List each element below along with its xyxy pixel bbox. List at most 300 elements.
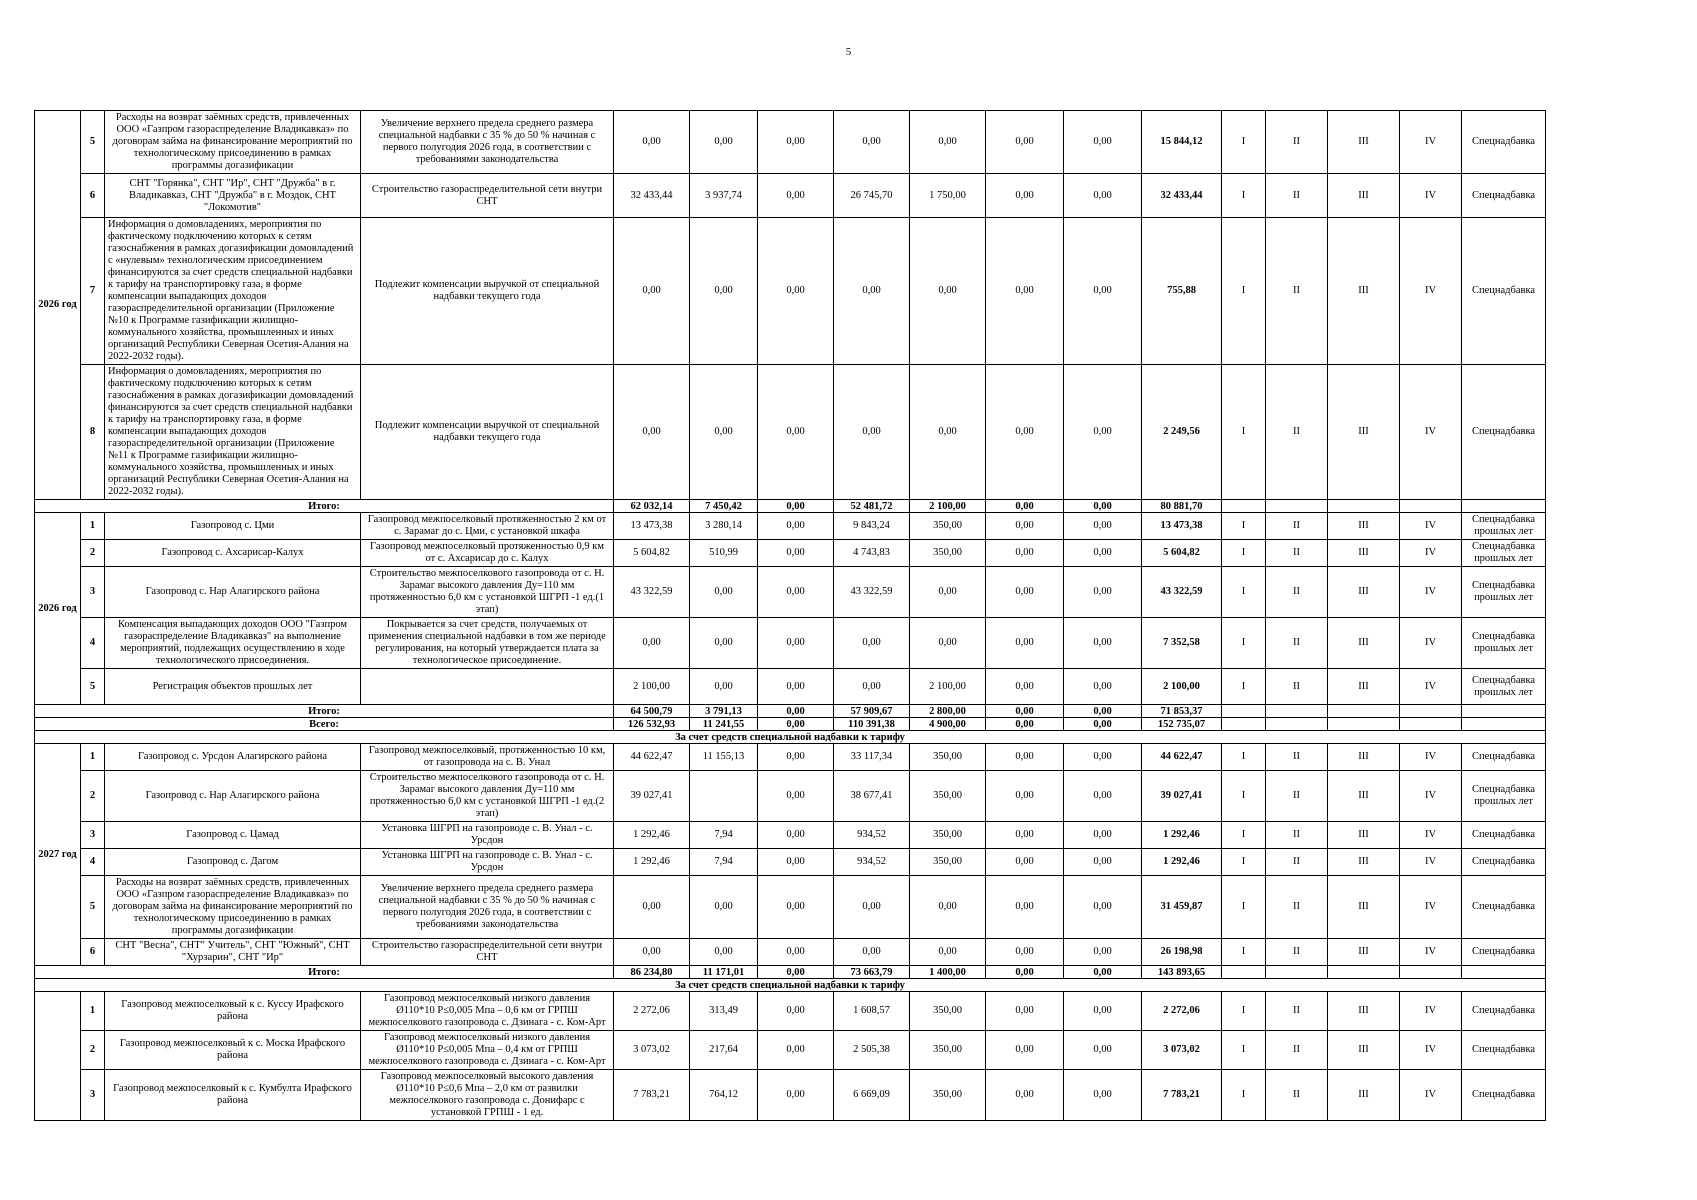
total-c5: 2 800,00 <box>910 705 986 718</box>
object-description: Установка ШГРП на газопроводе с. В. Унал - с. Урсдон <box>361 822 614 849</box>
table-row <box>35 111 1546 174</box>
table-row <box>35 618 1546 669</box>
funding-source: Спецнадбавка <box>1462 218 1546 365</box>
empty-cell <box>1462 500 1546 513</box>
cost-c4: 43 322,59 <box>834 567 910 618</box>
quarter-q1: I <box>1222 365 1266 500</box>
object-description: Газопровод межпоселковый низкого давления Ø110*10 Р≤0,005 Мпа – 0,4 км от ГРПШ межпоселкового газопровода с. Дзинага - с. Ком-Арт <box>361 1031 614 1070</box>
cost-c3: 0,00 <box>758 365 834 500</box>
funding-source: Спецнадбавка прошлых лет <box>1462 669 1546 705</box>
empty-cell <box>1328 705 1400 718</box>
total-total: 80 881,70 <box>1142 500 1222 513</box>
object-name: СНТ "Весна", СНТ" Учитель", СНТ "Южный", СНТ "Хурзарин", СНТ "Ир" <box>105 939 361 966</box>
cost-c1: 0,00 <box>614 876 690 939</box>
object-name: Газопровод межпоселковый к с. Куссу Ирафского района <box>105 992 361 1031</box>
quarter-q4: IV <box>1400 174 1462 218</box>
total-cost: 15 844,12 <box>1142 111 1222 174</box>
cost-c6: 0,00 <box>986 1070 1064 1121</box>
cost-c4: 0,00 <box>834 669 910 705</box>
cost-c5: 0,00 <box>910 218 986 365</box>
cost-c1: 2 272,06 <box>614 992 690 1031</box>
cost-c7: 0,00 <box>1064 876 1142 939</box>
cost-c7: 0,00 <box>1064 540 1142 567</box>
object-name: Газопровод с. Урсдон Алагирского района <box>105 744 361 771</box>
quarter-q3: III <box>1328 111 1400 174</box>
total-c4: 110 391,38 <box>834 718 910 731</box>
total-c2: 3 791,13 <box>690 705 758 718</box>
row-number: 6 <box>81 939 105 966</box>
total-cost: 755,88 <box>1142 218 1222 365</box>
section-header <box>35 731 1546 744</box>
cost-c2: 0,00 <box>690 939 758 966</box>
cost-c3: 0,00 <box>758 822 834 849</box>
quarter-q3: III <box>1328 1070 1400 1121</box>
quarter-q3: III <box>1328 771 1400 822</box>
quarter-q2: II <box>1266 218 1328 365</box>
cost-c7: 0,00 <box>1064 1031 1142 1070</box>
cost-c5: 2 100,00 <box>910 669 986 705</box>
total-cost: 2 272,06 <box>1142 992 1222 1031</box>
empty-cell <box>1462 718 1546 731</box>
object-name: Информация о домовладениях, мероприятия по фактическому подключению которых к сетям газоснабжения в рамках догазификации домовладений с «нулевым» технологическим присоединением финансируются за счет средств специальной надбавки к тарифу на транспортировку газа, в форме компенсации выпадающих доходов газораспределительной организации (Приложение №10 к Программе газификации жилищно-коммунального хозяйства, промышленных и иных организаций Республики Северная Осетия-Алания на 2022-2032 годы). <box>105 218 361 365</box>
cost-c5: 0,00 <box>910 365 986 500</box>
empty-cell <box>1266 500 1328 513</box>
cost-c6: 0,00 <box>986 771 1064 822</box>
cost-c5: 0,00 <box>910 876 986 939</box>
cost-c2: 0,00 <box>690 618 758 669</box>
empty-cell <box>1222 705 1266 718</box>
cost-c2: 7,94 <box>690 849 758 876</box>
itogo-row <box>35 966 1546 979</box>
quarter-q2: II <box>1266 365 1328 500</box>
object-name: СНТ "Горянка", СНТ "Ир", СНТ "Дружба" в г. Владикавказ, СНТ "Дружба" в г. Моздок, СНТ "Локомотив" <box>105 174 361 218</box>
row-number: 1 <box>81 513 105 540</box>
quarter-q2: II <box>1266 771 1328 822</box>
table-row <box>35 744 1546 771</box>
object-name: Газопровод с. Цамад <box>105 822 361 849</box>
quarter-q4: IV <box>1400 365 1462 500</box>
cost-c2: 11 155,13 <box>690 744 758 771</box>
cost-c6: 0,00 <box>986 111 1064 174</box>
cost-c4: 1 608,57 <box>834 992 910 1031</box>
quarter-q4: IV <box>1400 218 1462 365</box>
cost-c4: 0,00 <box>834 876 910 939</box>
cost-c6: 0,00 <box>986 513 1064 540</box>
object-description: Увеличение верхнего предела среднего размера специальной надбавки с 35 % до 50 % начиная с первого полугодия 2026 года, в соответствии с требованиями законодательства <box>361 111 614 174</box>
quarter-q1: I <box>1222 567 1266 618</box>
row-number: 4 <box>81 849 105 876</box>
cost-c5: 350,00 <box>910 1031 986 1070</box>
total-cost: 5 604,82 <box>1142 540 1222 567</box>
cost-c6: 0,00 <box>986 540 1064 567</box>
cost-c2: 0,00 <box>690 876 758 939</box>
object-description: Строительство межпоселкового газопровода от с. Н. Зарамаг высокого давления Ду=110 мм протяженностью 6,0 км с установкой ШГРП -1 ед.(2 этап) <box>361 771 614 822</box>
quarter-q1: I <box>1222 540 1266 567</box>
cost-c3: 0,00 <box>758 618 834 669</box>
quarter-q3: III <box>1328 540 1400 567</box>
cost-c3: 0,00 <box>758 1070 834 1121</box>
row-number: 5 <box>81 669 105 705</box>
table-row <box>35 669 1546 705</box>
row-number: 8 <box>81 365 105 500</box>
quarter-q1: I <box>1222 669 1266 705</box>
total-c1: 62 032,14 <box>614 500 690 513</box>
cost-c6: 0,00 <box>986 849 1064 876</box>
quarter-q2: II <box>1266 567 1328 618</box>
quarter-q4: IV <box>1400 1031 1462 1070</box>
cost-c6: 0,00 <box>986 618 1064 669</box>
total-total: 71 853,37 <box>1142 705 1222 718</box>
quarter-q3: III <box>1328 992 1400 1031</box>
row-number: 1 <box>81 744 105 771</box>
total-cost: 2 249,56 <box>1142 365 1222 500</box>
quarter-q3: III <box>1328 822 1400 849</box>
row-number: 2 <box>81 1031 105 1070</box>
empty-cell <box>1462 966 1546 979</box>
investment-program-table <box>34 110 1546 1121</box>
object-name: Газопровод межпоселковый к с. Кумбулта Ирафского района <box>105 1070 361 1121</box>
page-number: 5 <box>845 46 852 58</box>
object-name: Газопровод с. Нар Алагирского района <box>105 771 361 822</box>
quarter-q1: I <box>1222 849 1266 876</box>
cost-c4: 33 117,34 <box>834 744 910 771</box>
cost-c6: 0,00 <box>986 567 1064 618</box>
total-c6: 0,00 <box>986 966 1064 979</box>
quarter-q1: I <box>1222 771 1266 822</box>
object-description: Строительство газораспределительной сети внутри СНТ <box>361 939 614 966</box>
quarter-q4: IV <box>1400 618 1462 669</box>
cost-c1: 1 292,46 <box>614 822 690 849</box>
row-number: 1 <box>81 992 105 1031</box>
quarter-q1: I <box>1222 876 1266 939</box>
quarter-q3: III <box>1328 618 1400 669</box>
empty-cell <box>1266 705 1328 718</box>
cost-c1: 5 604,82 <box>614 540 690 567</box>
quarter-q4: IV <box>1400 771 1462 822</box>
cost-c5: 0,00 <box>910 939 986 966</box>
section-title: За счет средств специальной надбавки к тарифу <box>35 731 1546 744</box>
table-row <box>35 1031 1546 1070</box>
cost-c5: 350,00 <box>910 849 986 876</box>
quarter-q2: II <box>1266 174 1328 218</box>
row-number: 3 <box>81 567 105 618</box>
total-cost: 7 352,58 <box>1142 618 1222 669</box>
cost-c6: 0,00 <box>986 365 1064 500</box>
total-total: 143 893,65 <box>1142 966 1222 979</box>
cost-c4: 0,00 <box>834 939 910 966</box>
vsego-row <box>35 718 1546 731</box>
quarter-q2: II <box>1266 618 1328 669</box>
object-description: Газопровод межпоселковый высокого давления Ø110*10 Р≤0,6 Мпа – 2,0 км от развилки межпоселкового газопровода с. Донифарс с установкой ГРПШ - 1 ед. <box>361 1070 614 1121</box>
total-c1: 86 234,80 <box>614 966 690 979</box>
cost-c5: 0,00 <box>910 111 986 174</box>
total-c2: 7 450,42 <box>690 500 758 513</box>
cost-c1: 13 473,38 <box>614 513 690 540</box>
quarter-q1: I <box>1222 1070 1266 1121</box>
quarter-q4: IV <box>1400 540 1462 567</box>
cost-c6: 0,00 <box>986 744 1064 771</box>
cost-c1: 0,00 <box>614 365 690 500</box>
total-c2: 11 171,01 <box>690 966 758 979</box>
row-number: 5 <box>81 111 105 174</box>
cost-c7: 0,00 <box>1064 822 1142 849</box>
table-row <box>35 849 1546 876</box>
cost-c5: 0,00 <box>910 618 986 669</box>
cost-c6: 0,00 <box>986 876 1064 939</box>
total-c7: 0,00 <box>1064 705 1142 718</box>
empty-cell <box>1462 705 1546 718</box>
row-number: 7 <box>81 218 105 365</box>
cost-c1: 7 783,21 <box>614 1070 690 1121</box>
quarter-q1: I <box>1222 174 1266 218</box>
object-description: Установка ШГРП на газопроводе с. В. Унал - с. Урсдон <box>361 849 614 876</box>
cost-c7: 0,00 <box>1064 669 1142 705</box>
cost-c7: 0,00 <box>1064 111 1142 174</box>
cost-c4: 0,00 <box>834 365 910 500</box>
cost-c1: 0,00 <box>614 939 690 966</box>
object-name: Расходы на возврат заёмных средств, привлеченных ООО «Газпром газораспределение Владикавказ» по договорам займа на финансирование мероприятий по технологическому присоединению в рамках программы догазификации <box>105 111 361 174</box>
cost-c5: 350,00 <box>910 771 986 822</box>
total-c3: 0,00 <box>758 705 834 718</box>
cost-c4: 0,00 <box>834 218 910 365</box>
cost-c6: 0,00 <box>986 939 1064 966</box>
cost-c6: 0,00 <box>986 174 1064 218</box>
year-cell: 2027 год <box>35 744 81 966</box>
cost-c1: 0,00 <box>614 618 690 669</box>
quarter-q2: II <box>1266 1031 1328 1070</box>
total-cost: 44 622,47 <box>1142 744 1222 771</box>
cost-c7: 0,00 <box>1064 849 1142 876</box>
table-row <box>35 540 1546 567</box>
row-number: 3 <box>81 822 105 849</box>
total-c6: 0,00 <box>986 705 1064 718</box>
quarter-q2: II <box>1266 744 1328 771</box>
total-c5: 4 900,00 <box>910 718 986 731</box>
empty-cell <box>1328 718 1400 731</box>
cost-c2: 313,49 <box>690 992 758 1031</box>
cost-c1: 43 322,59 <box>614 567 690 618</box>
cost-c6: 0,00 <box>986 822 1064 849</box>
quarter-q2: II <box>1266 822 1328 849</box>
cost-c3: 0,00 <box>758 876 834 939</box>
cost-c4: 2 505,38 <box>834 1031 910 1070</box>
total-cost: 32 433,44 <box>1142 174 1222 218</box>
quarter-q1: I <box>1222 822 1266 849</box>
total-c7: 0,00 <box>1064 966 1142 979</box>
quarter-q4: IV <box>1400 849 1462 876</box>
empty-cell <box>1266 966 1328 979</box>
quarter-q4: IV <box>1400 513 1462 540</box>
table-row <box>35 174 1546 218</box>
quarter-q2: II <box>1266 540 1328 567</box>
cost-c2: 0,00 <box>690 365 758 500</box>
row-number: 2 <box>81 540 105 567</box>
total-c7: 0,00 <box>1064 718 1142 731</box>
table-row <box>35 567 1546 618</box>
total-cost: 26 198,98 <box>1142 939 1222 966</box>
cost-c2: 0,00 <box>690 567 758 618</box>
funding-source: Спецнадбавка <box>1462 876 1546 939</box>
total-label: Итого: <box>35 500 614 513</box>
cost-c7: 0,00 <box>1064 365 1142 500</box>
quarter-q3: III <box>1328 513 1400 540</box>
object-name: Газопровод с. Ахсарисар-Калух <box>105 540 361 567</box>
object-description: Подлежит компенсации выручкой от специальной надбавки текущего года <box>361 218 614 365</box>
cost-c2: 0,00 <box>690 218 758 365</box>
cost-c3: 0,00 <box>758 992 834 1031</box>
funding-source: Спецнадбавка <box>1462 1031 1546 1070</box>
cost-c3: 0,00 <box>758 218 834 365</box>
object-description: Газопровод межпоселковый протяженностью 2 км от с. Зарамаг до с. Цми, с установкой шкафа <box>361 513 614 540</box>
cost-c2: 7,94 <box>690 822 758 849</box>
cost-c1: 3 073,02 <box>614 1031 690 1070</box>
empty-cell <box>1328 966 1400 979</box>
cost-c7: 0,00 <box>1064 513 1142 540</box>
cost-c3: 0,00 <box>758 849 834 876</box>
funding-source: Спецнадбавка <box>1462 939 1546 966</box>
table-row <box>35 365 1546 500</box>
quarter-q3: III <box>1328 939 1400 966</box>
total-c4: 73 663,79 <box>834 966 910 979</box>
empty-cell <box>1222 966 1266 979</box>
quarter-q4: IV <box>1400 567 1462 618</box>
total-c4: 57 909,67 <box>834 705 910 718</box>
funding-source: Спецнадбавка прошлых лет <box>1462 540 1546 567</box>
cost-c7: 0,00 <box>1064 567 1142 618</box>
object-description: Газопровод межпоселковый, протяженностью 10 км, от газопровода на с. В. Унал <box>361 744 614 771</box>
quarter-q3: III <box>1328 174 1400 218</box>
total-c5: 2 100,00 <box>910 500 986 513</box>
quarter-q1: I <box>1222 218 1266 365</box>
object-description: Газопровод межпоселковый протяженностью 0,9 км от с. Ахсарисар до с. Калух <box>361 540 614 567</box>
table-row <box>35 218 1546 365</box>
object-description: Покрывается за счет средств, получаемых от применения специальной надбавки в том же периоде регулирования, на который утверждается плата за технологическое присоединение. <box>361 618 614 669</box>
table-row <box>35 876 1546 939</box>
total-cost: 1 292,46 <box>1142 822 1222 849</box>
object-name: Регистрация объектов прошлых лет <box>105 669 361 705</box>
row-number: 6 <box>81 174 105 218</box>
cost-c7: 0,00 <box>1064 218 1142 365</box>
table-row <box>35 822 1546 849</box>
quarter-q4: IV <box>1400 822 1462 849</box>
quarter-q2: II <box>1266 992 1328 1031</box>
funding-source: Спецнадбавка прошлых лет <box>1462 567 1546 618</box>
quarter-q3: III <box>1328 365 1400 500</box>
object-name: Информация о домовладениях, мероприятия по фактическому подключению которых к сетям газоснабжения в рамках догазификации домовладений финансируются за счет средств специальной надбавки к тарифу на транспортировку газа, в форме компенсации выпадающих доходов газораспределительной организации (Приложение №11 к Программе газификации жилищно-коммунального хозяйства, промышленных и иных организаций Республики Северная Осетия-Алания на 2022-2032 годы). <box>105 365 361 500</box>
year-cell: 2026 год <box>35 111 81 500</box>
row-number: 2 <box>81 771 105 822</box>
total-cost: 31 459,87 <box>1142 876 1222 939</box>
quarter-q1: I <box>1222 992 1266 1031</box>
cost-c5: 350,00 <box>910 744 986 771</box>
cost-c6: 0,00 <box>986 992 1064 1031</box>
empty-cell <box>1266 718 1328 731</box>
quarter-q2: II <box>1266 1070 1328 1121</box>
cost-c1: 2 100,00 <box>614 669 690 705</box>
funding-source: Спецнадбавка прошлых лет <box>1462 771 1546 822</box>
empty-cell <box>1400 966 1462 979</box>
quarter-q1: I <box>1222 618 1266 669</box>
row-number: 4 <box>81 618 105 669</box>
object-description: Строительство межпоселкового газопровода от с. Н. Зарамаг высокого давления Ду=110 мм протяженностью 6,0 км с установкой ШГРП -1 ед.(1 этап) <box>361 567 614 618</box>
quarter-q1: I <box>1222 1031 1266 1070</box>
cost-c3: 0,00 <box>758 540 834 567</box>
cost-c7: 0,00 <box>1064 939 1142 966</box>
cost-c4: 934,52 <box>834 822 910 849</box>
quarter-q3: III <box>1328 744 1400 771</box>
quarter-q3: III <box>1328 849 1400 876</box>
cost-c3: 0,00 <box>758 567 834 618</box>
object-description: Строительство газораспределительной сети внутри СНТ <box>361 174 614 218</box>
quarter-q2: II <box>1266 939 1328 966</box>
cost-c7: 0,00 <box>1064 744 1142 771</box>
cost-c5: 350,00 <box>910 540 986 567</box>
object-name: Газопровод с. Цми <box>105 513 361 540</box>
cost-c4: 26 745,70 <box>834 174 910 218</box>
cost-c4: 0,00 <box>834 111 910 174</box>
total-c3: 0,00 <box>758 500 834 513</box>
total-cost: 13 473,38 <box>1142 513 1222 540</box>
empty-cell <box>1400 705 1462 718</box>
cost-c5: 350,00 <box>910 513 986 540</box>
object-description: Газопровод межпоселковый низкого давления Ø110*10 Р≤0,005 Мпа – 0,6 км от ГРПШ межпоселкового газопровода с. Дзинага - с. Ком-Арт <box>361 992 614 1031</box>
quarter-q3: III <box>1328 876 1400 939</box>
table-row <box>35 939 1546 966</box>
total-c1: 126 532,93 <box>614 718 690 731</box>
cost-c2: 0,00 <box>690 111 758 174</box>
quarter-q3: III <box>1328 218 1400 365</box>
total-cost: 7 783,21 <box>1142 1070 1222 1121</box>
cost-c3: 0,00 <box>758 174 834 218</box>
total-c1: 64 500,79 <box>614 705 690 718</box>
cost-c7: 0,00 <box>1064 174 1142 218</box>
cost-c4: 0,00 <box>834 618 910 669</box>
cost-c5: 350,00 <box>910 992 986 1031</box>
total-total: 152 735,07 <box>1142 718 1222 731</box>
itogo-row <box>35 500 1546 513</box>
quarter-q3: III <box>1328 567 1400 618</box>
quarter-q4: IV <box>1400 939 1462 966</box>
cost-c5: 350,00 <box>910 1070 986 1121</box>
funding-source: Спецнадбавка <box>1462 849 1546 876</box>
quarter-q4: IV <box>1400 669 1462 705</box>
funding-source: Спецнадбавка <box>1462 1070 1546 1121</box>
cost-c4: 6 669,09 <box>834 1070 910 1121</box>
total-cost: 1 292,46 <box>1142 849 1222 876</box>
object-name: Расходы на возврат заёмных средств, привлеченных ООО «Газпром газораспределение Владикавказ» по договорам займа на финансирование мероприятий по технологическому присоединению в рамках программы догазификации <box>105 876 361 939</box>
funding-source: Спецнадбавка <box>1462 111 1546 174</box>
quarter-q2: II <box>1266 849 1328 876</box>
cost-c3: 0,00 <box>758 111 834 174</box>
row-number: 3 <box>81 1070 105 1121</box>
total-c4: 52 481,72 <box>834 500 910 513</box>
cost-c3: 0,00 <box>758 771 834 822</box>
quarter-q1: I <box>1222 111 1266 174</box>
empty-cell <box>1222 718 1266 731</box>
table-row <box>35 771 1546 822</box>
funding-source: Спецнадбавка прошлых лет <box>1462 618 1546 669</box>
cost-c1: 39 027,41 <box>614 771 690 822</box>
cost-c4: 934,52 <box>834 849 910 876</box>
cost-c7: 0,00 <box>1064 992 1142 1031</box>
quarter-q2: II <box>1266 669 1328 705</box>
cost-c7: 0,00 <box>1064 771 1142 822</box>
object-name: Газопровод с. Дагом <box>105 849 361 876</box>
cost-c3: 0,00 <box>758 513 834 540</box>
cost-c4: 4 743,83 <box>834 540 910 567</box>
object-name: Газопровод с. Нар Алагирского района <box>105 567 361 618</box>
cost-c6: 0,00 <box>986 218 1064 365</box>
